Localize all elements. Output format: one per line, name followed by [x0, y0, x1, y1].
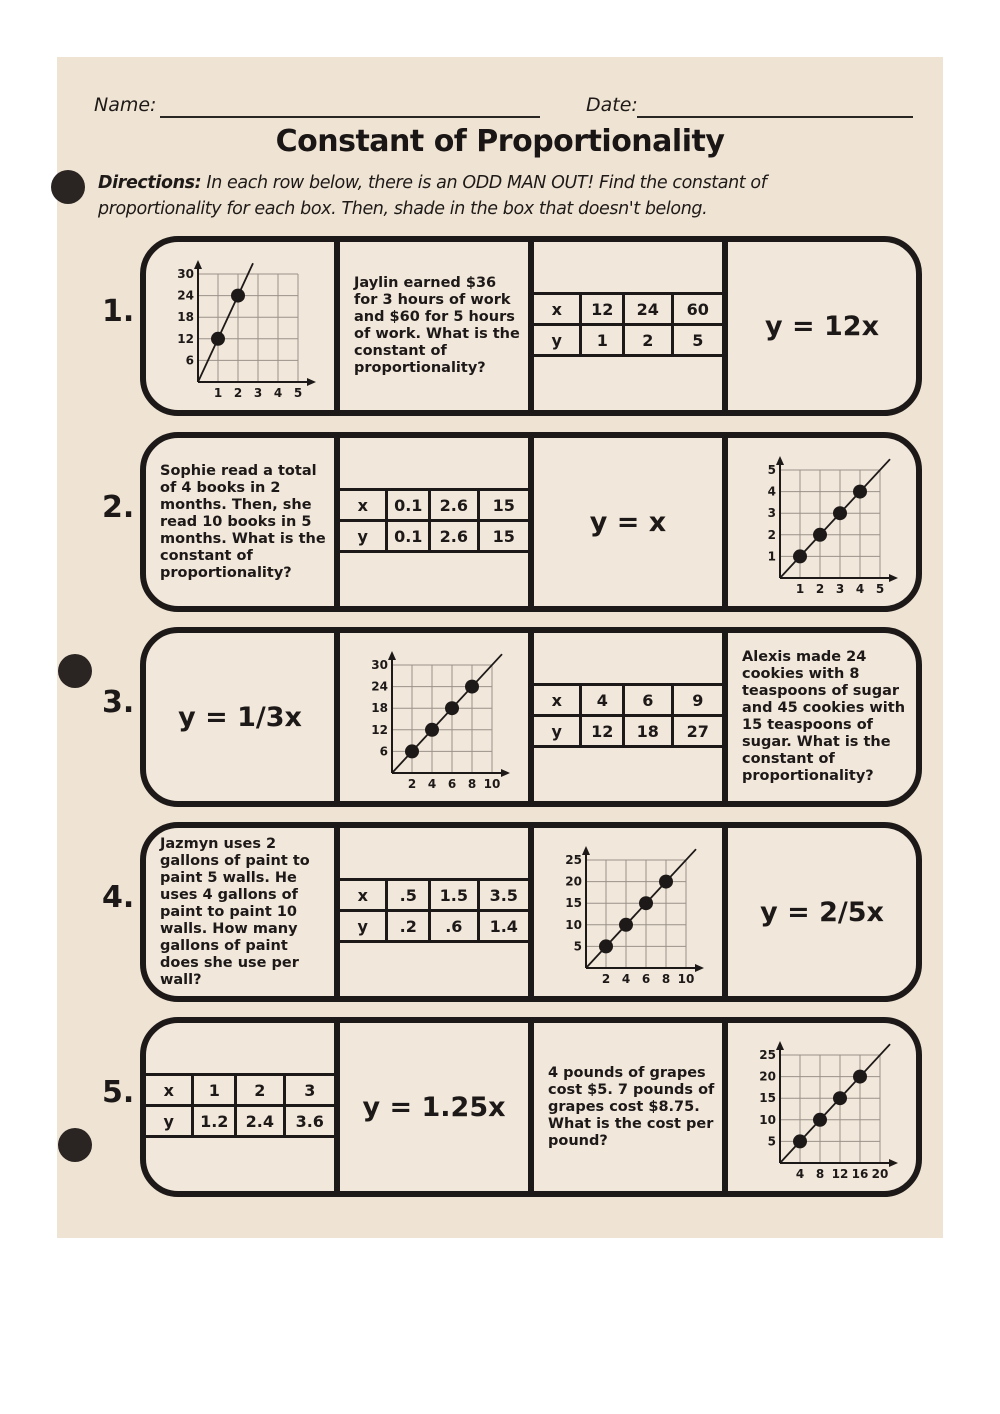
x-axis-arrow-icon	[889, 1159, 898, 1167]
xy-table	[146, 1073, 334, 1138]
hole-punch-icon	[58, 654, 92, 688]
equation-text: y = 1/3x	[178, 701, 302, 733]
y-axis-arrow-icon	[194, 260, 202, 269]
data-point	[425, 723, 439, 737]
date-field[interactable]	[637, 116, 913, 118]
table-cell-y: 1.4	[489, 916, 518, 936]
y-axis-arrow-icon	[388, 651, 396, 660]
table-cell-x: 3.5	[480, 881, 528, 912]
data-point	[813, 1113, 827, 1127]
x-tick-label: 2	[233, 386, 243, 400]
y-tick-label: 15	[565, 896, 582, 911]
data-point	[833, 1091, 847, 1105]
word-problem-text: Jaylin earned $36 for 3 hours of work and $60 for 5 hours of work. What is the constant of proportionality?	[354, 275, 520, 376]
y-tick-label: 24	[371, 679, 388, 694]
answer-box-equation[interactable]	[340, 1023, 534, 1191]
table-header-y: y	[340, 912, 388, 940]
problem-row-4	[140, 822, 922, 1002]
proportion-graph	[732, 1027, 912, 1187]
table-cell-y: 2.6	[431, 522, 479, 550]
hole-punch-icon	[58, 1128, 92, 1162]
answer-box-story[interactable]	[340, 242, 534, 410]
page-title: Constant of Proportionality	[275, 124, 725, 159]
answer-box-equation[interactable]	[146, 633, 340, 801]
y-tick-label: 25	[759, 1048, 776, 1062]
x-tick-label: 5	[875, 582, 885, 596]
data-point	[833, 506, 847, 520]
directions	[98, 170, 818, 222]
x-tick-label: 2	[407, 777, 417, 791]
y-tick-label: 6	[379, 744, 388, 759]
answer-box-table[interactable]	[534, 633, 728, 801]
x-axis-arrow-icon	[501, 769, 510, 777]
y-tick-label: 5	[767, 463, 776, 477]
x-tick-label: 3	[835, 582, 845, 596]
data-point	[231, 289, 245, 303]
y-tick-label: 15	[759, 1091, 776, 1106]
answer-box-table[interactable]	[340, 828, 534, 996]
y-tick-label: 3	[767, 506, 776, 521]
y-tick-label: 12	[177, 331, 194, 346]
y-tick-label: 24	[177, 288, 194, 303]
table-cell-y: 27	[686, 721, 709, 741]
directions-text: In each row below, there is an ODD MAN OUT! Find the constant of proportionality for each box. Then, shade in the box that doesn't belong.	[98, 173, 767, 219]
data-point	[853, 485, 867, 499]
table-cell-y: .6	[431, 912, 479, 940]
data-point	[599, 939, 613, 953]
table-cell-x: 60	[674, 295, 722, 326]
data-point	[659, 875, 673, 889]
table-cell-x: 3	[286, 1076, 334, 1107]
word-problem-text: Sophie read a total of 4 books in 2 months. Then, she read 10 books in 5 months. What is the constant of proportionality?	[160, 462, 326, 581]
table-cell-y: 18	[625, 717, 673, 745]
y-tick-label: 18	[177, 310, 194, 325]
x-tick-label: 8	[661, 972, 671, 986]
data-point	[445, 701, 459, 715]
x-tick-label: 10	[483, 777, 501, 791]
y-tick-label: 5	[767, 1134, 776, 1149]
table-cell-x: 1.5	[431, 881, 479, 912]
table-cell-x: 15	[480, 491, 528, 522]
answer-box-equation[interactable]	[728, 242, 916, 410]
table-cell-x: 12	[582, 295, 625, 326]
x-tick-label: 20	[871, 1167, 889, 1181]
proportion-graph	[538, 832, 718, 992]
equation-text: y = 1.25x	[362, 1091, 506, 1123]
data-point	[813, 528, 827, 542]
table-cell-x: 9	[674, 686, 722, 717]
y-axis-arrow-icon	[776, 1041, 784, 1050]
table-cell-x: 1	[194, 1076, 237, 1107]
xy-table	[534, 292, 722, 357]
table-header-x: x	[340, 491, 388, 522]
answer-box-equation[interactable]	[728, 828, 916, 996]
name-field[interactable]	[160, 116, 540, 118]
table-header-x: x	[340, 881, 388, 912]
table-cell-y: 15	[492, 526, 515, 546]
y-tick-label: 30	[371, 658, 388, 672]
table-cell-y: 12	[582, 717, 625, 745]
word-problem-text: Jazmyn uses 2 gallons of paint to paint 5 walls. He uses 4 gallons of paint to paint 10 walls. How many gallons of paint does she use per wall?	[160, 835, 310, 988]
problem-row-1	[140, 236, 922, 416]
x-axis-arrow-icon	[695, 964, 704, 972]
answer-box-graph[interactable]	[728, 1023, 916, 1191]
table-cell-y: .2	[388, 912, 431, 940]
y-tick-label: 20	[565, 874, 582, 889]
table-cell-x: 6	[625, 686, 673, 717]
y-tick-label: 12	[371, 722, 388, 737]
answer-box-story[interactable]	[146, 828, 340, 996]
y-tick-label: 4	[767, 484, 776, 499]
answer-box-graph[interactable]	[534, 828, 728, 996]
data-point	[853, 1070, 867, 1084]
table-cell-y: 2	[625, 326, 673, 354]
table-cell-x: 2	[237, 1076, 285, 1107]
table-cell-y: 5	[692, 330, 704, 350]
x-tick-label: 1	[213, 386, 223, 400]
y-tick-label: 6	[185, 353, 194, 368]
proportion-graph	[150, 246, 330, 406]
answer-box-story[interactable]	[534, 1023, 728, 1191]
xy-table	[340, 488, 528, 553]
x-axis-arrow-icon	[307, 378, 316, 386]
equation-text: y = 12x	[764, 310, 879, 342]
xy-table	[534, 683, 722, 748]
table-cell-x: .5	[388, 881, 431, 912]
table-cell-y: 1.2	[194, 1107, 237, 1135]
x-tick-label: 1	[795, 582, 805, 596]
table-header-y: y	[340, 522, 388, 550]
y-tick-label: 5	[573, 939, 582, 954]
answer-box-table[interactable]	[534, 242, 728, 410]
row-number: 4.	[102, 880, 135, 915]
x-tick-label: 4	[273, 386, 283, 400]
x-tick-label: 4	[855, 582, 865, 596]
y-tick-label: 25	[565, 853, 582, 867]
answer-box-story[interactable]	[146, 438, 340, 606]
x-tick-label: 4	[621, 972, 631, 986]
table-cell-y: 1	[582, 326, 625, 354]
x-tick-label: 4	[795, 1167, 805, 1181]
y-tick-label: 20	[759, 1069, 776, 1084]
problem-row-5	[140, 1017, 922, 1197]
y-tick-label: 30	[177, 267, 194, 281]
y-tick-label: 18	[371, 701, 388, 716]
table-cell-y: 2.4	[237, 1107, 285, 1135]
table-cell-x: 0.1	[388, 491, 431, 522]
date-label: Date:	[586, 94, 638, 116]
x-tick-label: 6	[641, 972, 651, 986]
y-tick-label: 2	[767, 527, 776, 542]
table-header-y: y	[146, 1107, 194, 1135]
y-tick-label: 1	[767, 549, 776, 564]
data-point	[793, 549, 807, 563]
table-header-y: y	[534, 326, 582, 354]
x-tick-label: 4	[427, 777, 437, 791]
data-point	[793, 1134, 807, 1148]
table-header-x: x	[534, 686, 582, 717]
answer-box-graph[interactable]	[340, 633, 534, 801]
proportion-line	[198, 263, 253, 382]
y-axis-arrow-icon	[776, 456, 784, 465]
x-tick-label: 3	[253, 386, 263, 400]
answer-box-story[interactable]	[728, 633, 916, 801]
answer-box-equation[interactable]	[534, 438, 728, 606]
table-cell-x: 2.6	[431, 491, 479, 522]
x-axis-arrow-icon	[889, 574, 898, 582]
answer-box-graph[interactable]	[728, 438, 916, 606]
x-tick-label: 8	[815, 1167, 825, 1181]
proportion-graph	[344, 637, 524, 797]
problem-row-3	[140, 627, 922, 807]
directions-lead: Directions:	[98, 173, 202, 193]
hole-punch-icon	[51, 170, 85, 204]
table-header-x: x	[534, 295, 582, 326]
y-axis-arrow-icon	[582, 846, 590, 855]
row-number: 5.	[102, 1075, 135, 1110]
data-point	[405, 744, 419, 758]
data-point	[211, 332, 225, 346]
data-point	[619, 918, 633, 932]
equation-text: y = x	[589, 506, 667, 538]
table-cell-y: 0.1	[388, 522, 431, 550]
x-tick-label: 16	[851, 1167, 869, 1181]
x-tick-label: 2	[601, 972, 611, 986]
row-number: 1.	[102, 294, 135, 329]
y-tick-label: 10	[565, 917, 582, 932]
answer-box-graph[interactable]	[146, 242, 340, 410]
word-problem-text: Alexis made 24 cookies with 8 teaspoons of sugar and 45 cookies with 15 teaspoons of sugar. What is the constant of proportionality?	[742, 649, 906, 784]
table-cell-x: 24	[625, 295, 673, 326]
row-number: 2.	[102, 490, 135, 525]
problem-row-2	[140, 432, 922, 612]
x-tick-label: 12	[831, 1167, 849, 1181]
x-tick-label: 6	[447, 777, 457, 791]
answer-box-table[interactable]	[340, 438, 534, 606]
name-label: Name:	[94, 94, 157, 116]
table-cell-x: 4	[582, 686, 625, 717]
equation-text: y = 2/5x	[760, 896, 884, 928]
proportion-graph	[732, 442, 912, 602]
x-tick-label: 2	[815, 582, 825, 596]
table-header-y: y	[534, 717, 582, 745]
data-point	[465, 680, 479, 694]
word-problem-text: 4 pounds of grapes cost $5. 7 pounds of grapes cost $8.75. What is the cost per pound?	[548, 1064, 715, 1149]
x-tick-label: 5	[293, 386, 303, 400]
x-tick-label: 10	[677, 972, 695, 986]
data-point	[639, 896, 653, 910]
xy-table	[340, 878, 528, 943]
table-header-x: x	[146, 1076, 194, 1107]
x-tick-label: 8	[467, 777, 477, 791]
y-tick-label: 10	[759, 1112, 776, 1127]
answer-box-table[interactable]	[146, 1023, 340, 1191]
table-cell-y: 3.6	[295, 1111, 324, 1131]
row-number: 3.	[102, 685, 135, 720]
